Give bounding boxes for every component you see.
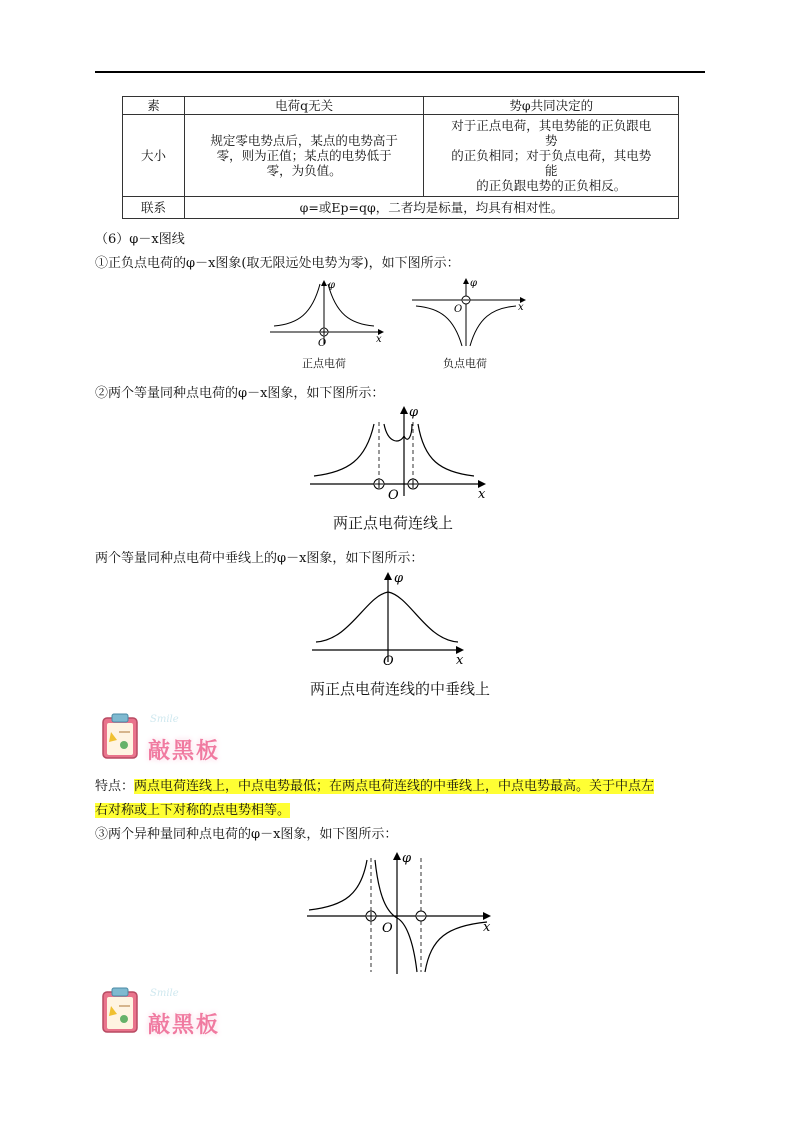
- origin-label: O: [383, 654, 394, 666]
- comparison-table: [122, 96, 679, 219]
- cell-line: 能: [544, 163, 558, 178]
- item-text: ②两个等量同种点电荷的φ－x图象，如下图所示：: [95, 386, 385, 401]
- note-highlight: 两点电荷连线上，中点电势最低；在两点电荷连线的中垂线上，中点电势最高。关于中点左: [134, 779, 655, 794]
- x-label: x: [376, 334, 382, 345]
- table-cell: φ=或Ep=qφ，二者均是标量，均具有相对性。: [184, 197, 678, 219]
- phi-label: φ: [328, 280, 336, 291]
- table-row: [123, 197, 679, 219]
- figure-caption: 两正点电荷连线上: [333, 514, 454, 532]
- badge-label: 敲黑板: [148, 1013, 221, 1038]
- item-text: ①正负点电荷的φ－x图象(取无限远处电势为零)，如下图所示：: [95, 256, 460, 271]
- cell-line: 的正负跟电势的正负相反。: [476, 178, 627, 193]
- origin-label: O: [454, 304, 463, 315]
- table-cell: 素: [123, 97, 185, 115]
- cell-line: 规定零电势点后，某点的电势高于: [210, 133, 398, 148]
- table-cell: 大小: [123, 115, 185, 197]
- note-highlight: 右对称或上下对称的点电势相等。: [95, 803, 291, 818]
- item-text: 两个等量同种点电荷中垂线上的φ－x图象，如下图所示：: [95, 551, 424, 566]
- note-line: [95, 775, 654, 794]
- x-label: x: [456, 653, 464, 666]
- opposite-charges-graph: [305, 848, 500, 976]
- badge-label: 敲黑板: [148, 739, 221, 764]
- clipboard-icon: [95, 712, 145, 762]
- figure-caption: 两正点电荷连线的中垂线上: [310, 680, 491, 698]
- x-label: x: [518, 302, 524, 313]
- table-cell: [184, 115, 424, 197]
- origin-label: O: [382, 921, 393, 936]
- cell-line: 的正负相同；对于负点电荷，其电势: [451, 148, 652, 163]
- note-prefix: 特点：: [95, 779, 135, 794]
- positive-charge-graph: [268, 276, 388, 348]
- badge-decoration: Smile: [150, 714, 179, 725]
- item-text: ③两个异种量同种点电荷的φ－x图象，如下图所示：: [95, 827, 398, 842]
- two-positive-bisector-graph: [310, 566, 470, 666]
- table-cell: 联系: [123, 197, 185, 219]
- table-cell: 势φ共同决定的: [424, 97, 679, 115]
- origin-label: O: [388, 488, 399, 500]
- note-line: [95, 799, 290, 818]
- header-rule: [95, 71, 705, 73]
- origin-label: O: [318, 338, 327, 348]
- table-row: [123, 115, 679, 197]
- x-label: x: [483, 920, 491, 935]
- section-heading: （6）φ－x图线: [95, 232, 185, 247]
- negative-charge-graph: [410, 276, 530, 348]
- two-positive-line-graph: [308, 400, 493, 500]
- badge-decoration: Smile: [150, 988, 179, 999]
- phi-label: φ: [402, 851, 412, 866]
- x-label: x: [478, 487, 486, 500]
- table-cell: 电荷q无关: [184, 97, 424, 115]
- clipboard-icon: [95, 986, 145, 1036]
- cell-line: 零，则为正值；某点的电势低于: [216, 148, 392, 163]
- figure-caption: 负点电荷: [443, 357, 487, 370]
- table-cell: [424, 115, 679, 197]
- phi-label: φ: [470, 278, 478, 289]
- figure-caption: 正点电荷: [302, 357, 346, 370]
- cell-line: 零，为负值。: [266, 163, 342, 178]
- cell-line: 势: [544, 133, 558, 148]
- cell-line: 对于正点电荷，其电势能的正负跟电: [451, 118, 652, 133]
- table-row: [123, 97, 679, 115]
- phi-label: φ: [394, 571, 404, 586]
- phi-label: φ: [409, 405, 419, 420]
